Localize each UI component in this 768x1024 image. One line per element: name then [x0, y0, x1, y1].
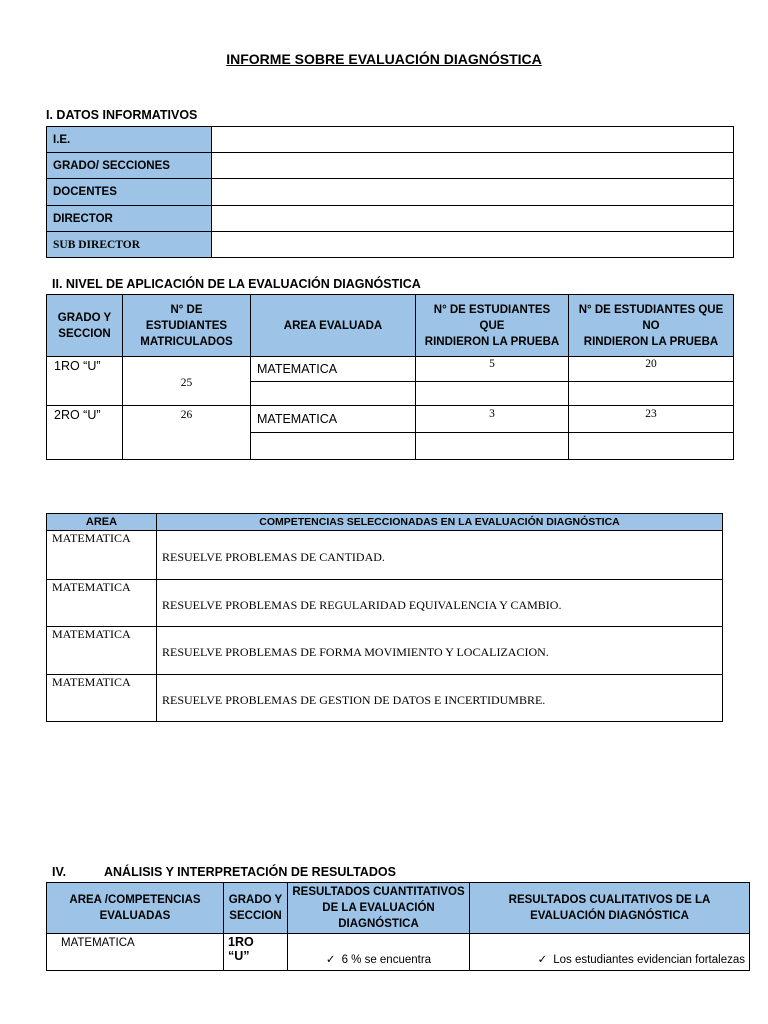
cell-empty — [251, 382, 416, 406]
cell-grado: 1RO “U” — [47, 357, 123, 406]
header-line: N° DE — [170, 303, 203, 316]
table-header-row — [47, 883, 750, 934]
cell-area: MATEMATICA — [47, 675, 157, 722]
header-line: SECCION — [58, 327, 111, 340]
header-line: MATRICULADOS — [140, 335, 233, 348]
table-row — [47, 232, 734, 258]
section-2-heading: II. NIVEL DE APLICACIÓN DE LA EVALUACIÓN DIAGNÓSTICA — [52, 277, 421, 291]
header-line: N° DE ESTUDIANTES — [433, 303, 551, 316]
header-line: EVALUADAS — [99, 910, 171, 922]
header-line: N° DE ESTUDIANTES QUE — [578, 303, 724, 316]
cell-grado: 2RO “U” — [47, 406, 123, 460]
checkmark-icon: ✓ — [325, 954, 336, 966]
value-grado-secciones[interactable] — [212, 153, 734, 179]
cell-empty — [416, 382, 569, 406]
cell-no-rindieron: 23 — [569, 406, 734, 433]
cell-matriculados: 26 — [123, 406, 251, 460]
table-row — [47, 627, 723, 675]
header-line: RINDIERON LA PRUEBA — [583, 335, 719, 348]
value-director[interactable] — [212, 206, 734, 232]
cell-cuantitativo — [288, 934, 470, 971]
header-competencias: COMPETENCIAS SELECCIONADAS EN LA EVALUACIÓN DIAGNÓSTICA — [157, 514, 723, 531]
table-row — [47, 179, 734, 206]
table-row — [47, 934, 750, 971]
datos-informativos-table — [46, 126, 734, 258]
header-line: RINDIERON LA PRUEBA — [424, 335, 560, 348]
cell-grado — [224, 934, 288, 971]
header-line: EVALUACIÓN DIAGNÓSTICA — [530, 910, 689, 922]
header-line: GRADO Y — [57, 311, 112, 324]
cell-competencia: RESUELVE PROBLEMAS DE FORMA MOVIMIENTO Y LOCALIZACION. — [157, 627, 723, 675]
checkmark-icon: ✓ — [537, 954, 548, 966]
cell-area: MATEMATICA — [47, 531, 157, 580]
header-no-rindieron — [569, 295, 734, 357]
header-grado-seccion — [47, 295, 123, 357]
header-cuantitativos — [288, 883, 470, 934]
cell-rindieron: 3 — [416, 406, 569, 433]
table-row — [47, 206, 734, 232]
header-line: DE LA EVALUACIÓN — [322, 902, 435, 914]
label-grado-secciones: GRADO/ SECCIONES — [47, 153, 212, 179]
header-line: NO — [642, 319, 660, 332]
header-line: GRADO Y — [228, 894, 283, 906]
table-row — [47, 531, 723, 580]
table-row — [47, 675, 723, 722]
section-4-heading: ANÁLISIS Y INTERPRETACIÓN DE RESULTADOS — [104, 865, 396, 879]
cell-cualitativo — [470, 934, 750, 971]
label-ie: I.E. — [47, 127, 212, 153]
header-cualitativos — [470, 883, 750, 934]
grado-line: “U” — [228, 949, 250, 963]
header-line: QUE — [479, 319, 505, 332]
header-grado-seccion — [224, 883, 288, 934]
header-rindieron — [416, 295, 569, 357]
label-director: DIRECTOR — [47, 206, 212, 232]
table-row — [47, 406, 734, 433]
table-row — [47, 153, 734, 179]
cell-area: MATEMATICA — [47, 580, 157, 627]
cell-empty — [416, 433, 569, 460]
header-area-competencias — [47, 883, 224, 934]
header-line: AREA /COMPETENCIAS — [69, 894, 201, 906]
label-docentes: DOCENTES — [47, 179, 212, 206]
cell-empty — [251, 433, 416, 460]
header-line: RESULTADOS CUANTITATIVOS — [292, 886, 465, 898]
header-line: ESTUDIANTES — [145, 319, 228, 332]
competencias-table — [46, 513, 723, 722]
cell-area: MATEMATICA — [251, 406, 416, 433]
table-row — [47, 127, 734, 153]
cell-empty — [569, 382, 734, 406]
cell-no-rindieron: 20 — [569, 357, 734, 382]
cell-area: MATEMATICA — [251, 357, 416, 382]
value-docentes[interactable] — [212, 179, 734, 206]
cell-competencia: RESUELVE PROBLEMAS DE GESTION DE DATOS E INCERTIDUMBRE. — [157, 675, 723, 722]
label-sub-director: SUB DIRECTOR — [47, 232, 212, 258]
cualitativo-text: Los estudiantes evidencian fortalezas — [553, 954, 745, 966]
value-sub-director[interactable] — [212, 232, 734, 258]
table-header-row — [47, 514, 723, 531]
nivel-aplicacion-table — [46, 294, 734, 460]
value-ie[interactable] — [212, 127, 734, 153]
header-area: AREA — [47, 514, 157, 531]
header-line: RESULTADOS CUALITATIVOS DE LA — [508, 894, 711, 906]
cell-competencia: RESUELVE PROBLEMAS DE REGULARIDAD EQUIVALENCIA Y CAMBIO. — [157, 580, 723, 627]
header-line: DIAGNÓSTICA — [338, 918, 419, 930]
section-4-number: IV. — [52, 865, 67, 879]
cell-rindieron: 5 — [416, 357, 569, 382]
table-row — [47, 580, 723, 627]
cell-area: MATEMATICA — [47, 934, 224, 971]
header-line: SECCION — [229, 910, 282, 922]
table-header-row — [47, 295, 734, 357]
cell-empty — [569, 433, 734, 460]
header-matriculados — [123, 295, 251, 357]
cell-competencia: RESUELVE PROBLEMAS DE CANTIDAD. — [157, 531, 723, 580]
analisis-table — [46, 882, 750, 971]
section-1-heading: I. DATOS INFORMATIVOS — [46, 108, 198, 122]
cell-area: MATEMATICA — [47, 627, 157, 675]
cell-matriculados: 25 — [123, 357, 251, 406]
grado-line: 1RO — [228, 935, 254, 949]
cuantitativo-text: 6 % se encuentra — [341, 954, 432, 966]
header-area-evaluada: AREA EVALUADA — [251, 295, 416, 357]
table-row — [47, 357, 734, 382]
page-title: INFORME SOBRE EVALUACIÓN DIAGNÓSTICA — [226, 51, 542, 67]
